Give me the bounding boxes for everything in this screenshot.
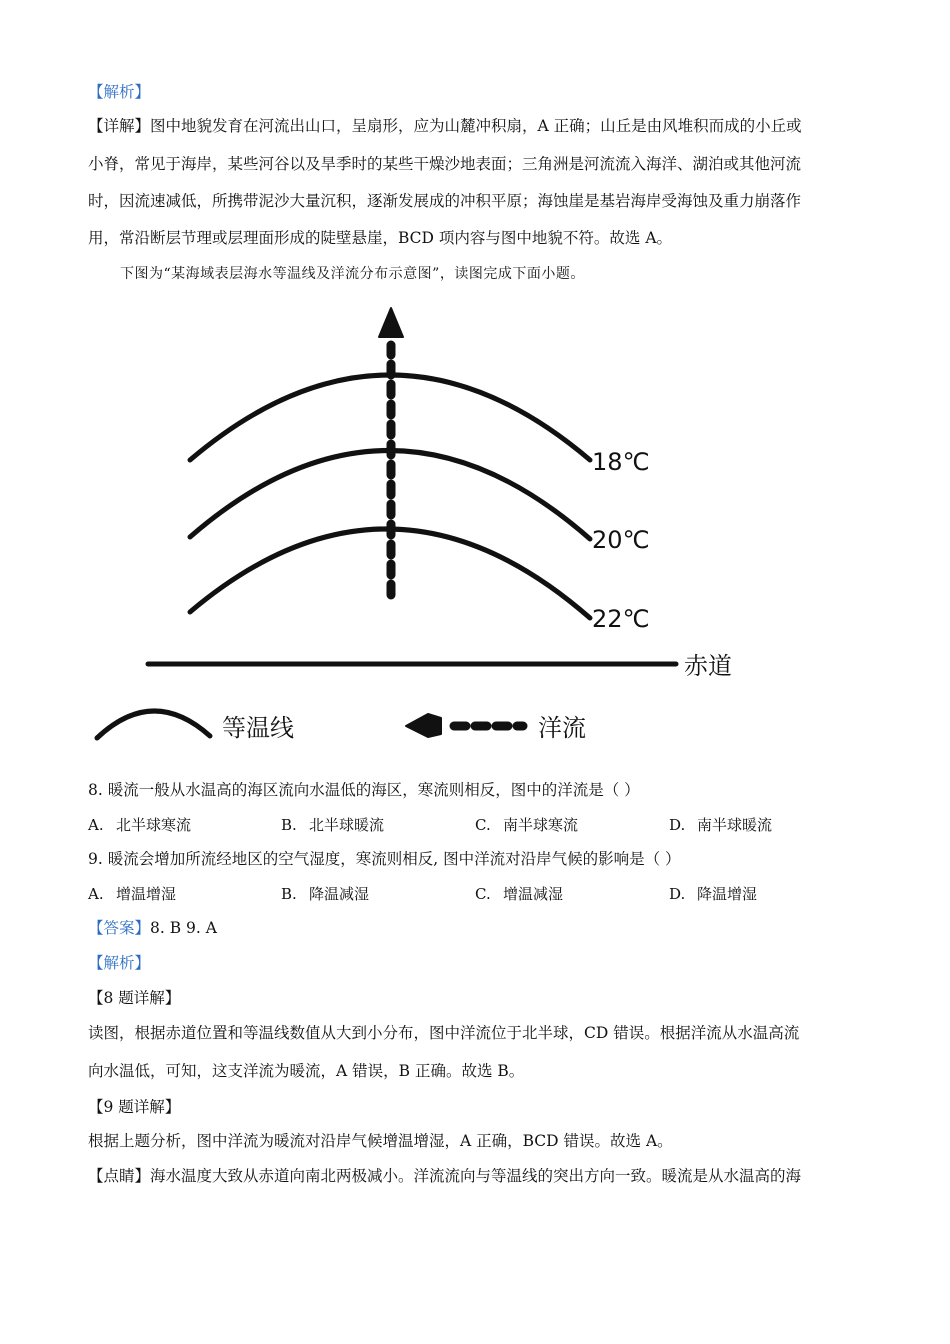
analysis-heading: 【解析】 bbox=[88, 83, 151, 101]
isotherm-label-18: 18℃ bbox=[592, 448, 650, 476]
isotherm-label-22: 22℃ bbox=[592, 605, 650, 633]
question-8-stem: 8. 暖流一般从水温高的海区流向水温低的海区，寒流则相反，图中的洋流是（ ） bbox=[88, 781, 640, 799]
isotherm-label-20: 20℃ bbox=[592, 526, 650, 554]
q8-detail-title: 【8 题详解】 bbox=[88, 989, 181, 1007]
q8-detail-line-2: 向水温低，可知，这支洋流为暖流，A 错误，B 正确。故选 B。 bbox=[88, 1062, 525, 1080]
detail-line-4: 用，常沿断层节理或层理面形成的陡壁悬崖，BCD 项内容与图中地貌不符。故选 A。 bbox=[88, 229, 673, 247]
legend-isotherm-label: 等温线 bbox=[222, 714, 294, 742]
ocean-current-arrowhead bbox=[379, 308, 403, 337]
q8-option-b: B. 北半球暖流 bbox=[281, 816, 385, 834]
q8-option-c: C. 南半球寒流 bbox=[475, 816, 579, 834]
figure-intro: 下图为“某海域表层海水等温线及洋流分布示意图”，读图完成下面小题。 bbox=[120, 266, 585, 282]
question-9-stem: 9. 暖流会增加所流经地区的空气湿度，寒流则相反, 图中洋流对沿岸气候的影响是（ ） bbox=[88, 850, 681, 868]
legend-current-label: 洋流 bbox=[538, 714, 586, 742]
answer-text: 8. B 9. A bbox=[150, 919, 217, 937]
q9-option-c: C. 增温减湿 bbox=[475, 885, 564, 903]
q9-detail-line: 根据上题分析，图中洋流为暖流对沿岸气候增温增湿，A 正确，BCD 错误。故选 A。 bbox=[88, 1132, 673, 1150]
q9-option-b: B. 降温减湿 bbox=[281, 885, 370, 903]
q8-option-d: D. 南半球暖流 bbox=[669, 816, 773, 834]
answer-label: 【答案】 bbox=[88, 919, 151, 937]
answer-line bbox=[88, 917, 217, 939]
legend-current-arrowhead bbox=[406, 714, 441, 737]
q9-option-d: D. 降温增湿 bbox=[669, 885, 758, 903]
q9-detail-title: 【9 题详解】 bbox=[88, 1098, 181, 1116]
dianjing-line: 【点睛】海水温度大致从赤道向南北两极减小。洋流流向与等温线的突出方向一致。暖流是从水温高的海 bbox=[88, 1167, 802, 1185]
detail-line-3: 时，因流速减低，所携带泥沙大量沉积，逐渐发展成的冲积平原；海蚀崖是基岩海岸受海蚀及重力崩落作 bbox=[88, 192, 802, 210]
analysis-heading-2: 【解析】 bbox=[88, 954, 151, 972]
q8-detail-line-1: 读图，根据赤道位置和等温线数值从大到小分布，图中洋流位于北半球，CD 错误。根据洋流从水温高流 bbox=[88, 1024, 800, 1042]
q8-option-a: A. 北半球寒流 bbox=[88, 816, 192, 834]
q9-option-a: A. 增温增湿 bbox=[88, 885, 177, 903]
equator-label: 赤道 bbox=[684, 652, 732, 680]
legend-isotherm-arc bbox=[97, 711, 210, 738]
ocean-current-diagram bbox=[0, 290, 950, 760]
detail-line-1: 【详解】图中地貌发育在河流出山口，呈扇形，应为山麓冲积扇，A 正确；山丘是由风堆积而成的小丘或 bbox=[88, 117, 802, 135]
detail-line-2: 小脊，常见于海岸，某些河谷以及旱季时的某些干燥沙地表面；三角洲是河流流入海洋、湖泊或其他河流 bbox=[88, 155, 802, 173]
